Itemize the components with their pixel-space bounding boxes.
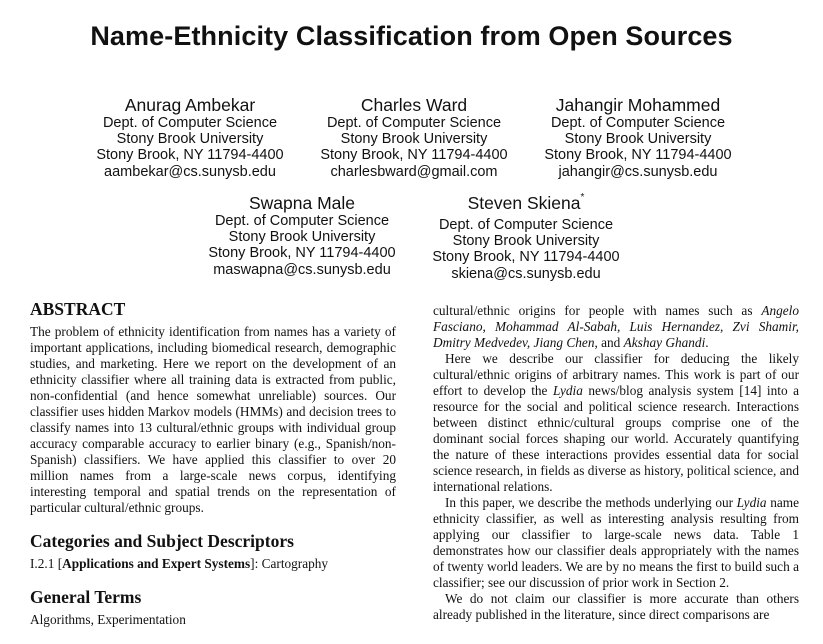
author-email: aambekar@cs.sunysb.edu [104, 163, 276, 180]
categories-code: I.2.1 [ [30, 556, 63, 571]
author-university: Stony Brook University [228, 229, 376, 246]
author-dept: Dept. of Computer Science [214, 213, 390, 229]
text-span: Here we describe our classifier for deducing the likely cultural/ethnic origins of arbitrary names. This work is part of our effort to develop the [433, 351, 799, 398]
footnote-mark: * [580, 192, 585, 203]
author-name: Jahangir Mohammed [555, 95, 721, 115]
intro-paragraph-3 [433, 495, 799, 591]
lydia-term: Lydia [552, 383, 583, 398]
categories-text [30, 556, 396, 572]
author-email: maswapna@cs.sunysb.edu [213, 261, 391, 278]
left-column [30, 298, 396, 628]
intro-paragraph-2 [433, 351, 799, 495]
author-university: Stony Brook University [116, 131, 264, 148]
author-address: Stony Brook, NY 11794-4400 [320, 147, 508, 164]
example-name-last: Akshay Ghandi [623, 335, 706, 350]
text-span: news/blog analysis system [14] into a resource for the social and political science research. Interactions between distinct ethnic/cultural groups comprise one of the dominant social forces shaping our world. Accurately quantifying the nature of these interactions provides essential data for social science research, in fields as diverse as history, political science, and international relations. [433, 383, 800, 494]
categories-heading: Categories and Subject Descriptors [30, 531, 294, 551]
general-terms-heading: General Terms [30, 587, 142, 607]
author-address: Stony Brook, NY 11794-4400 [208, 245, 396, 262]
text-span: , and [594, 335, 624, 350]
author-name: Swapna Male [248, 193, 356, 213]
author-dept: Dept. of Computer Science [438, 217, 614, 233]
example-names: Angelo Fasciano, Mohammad Al-Sabah, Luis Hernandez, Zvi Shamir, Dmitry Medvedev, Jiang Chen [433, 303, 799, 350]
author-dept: Dept. of Computer Science [326, 115, 502, 131]
text-span: cultural/ethnic origins for people with names such as [433, 303, 762, 318]
author-address: Stony Brook, NY 11794-4400 [96, 147, 284, 164]
categories-bold: Applications and Expert Systems [62, 556, 251, 571]
author-block [525, 95, 751, 180]
author-block [189, 193, 415, 278]
intro-paragraph-1 [433, 303, 799, 351]
author-block [413, 193, 639, 282]
author-name: Charles Ward [360, 95, 468, 115]
abstract-text: The problem of ethnicity identification from names has a variety of important applications, including biomedical research, demographic studies, and marketing. Here we report on the development of an ethnicity classifier where all training data is extracted from public, non-confidential (and hence somewhat unreliable) sources. Our classifier uses hidden Markov models (HMMs) and decision trees to classify names into 13 cultural/ethnic groups with individual group accuracy comparable accuracy to earlier binary (e.g., Spanish/non-Spanish) classifiers. We have applied this classifier to over 20 million names from a large-scale news corpus, identifying interesting temporal and spatial trends on the representation of particular cultural/ethnic groups. [30, 324, 396, 515]
author-name-wrapper [413, 193, 639, 217]
general-terms-text: Algorithms, Experimentation [30, 612, 186, 627]
author-dept: Dept. of Computer Science [550, 115, 726, 131]
paper-title: Name-Ethnicity Classification from Open Sources [90, 21, 733, 51]
right-column [433, 303, 799, 623]
author-university: Stony Brook University [564, 131, 712, 148]
intro-paragraph-4: We do not claim our classifier is more accurate than others already published in the literature, since direct comparisons are [433, 591, 799, 622]
lydia-term: Lydia [736, 495, 767, 510]
text-span: . [705, 335, 709, 350]
author-email: jahangir@cs.sunysb.edu [558, 163, 718, 180]
author-block [301, 95, 527, 180]
text-span: In this paper, we describe the methods underlying our [445, 495, 737, 510]
author-email: skiena@cs.sunysb.edu [451, 265, 601, 282]
author-email: charlesbward@gmail.com [330, 163, 498, 180]
author-address: Stony Brook, NY 11794-4400 [544, 147, 732, 164]
author-university: Stony Brook University [340, 131, 488, 148]
author-university: Stony Brook University [452, 233, 600, 250]
author-address: Stony Brook, NY 11794-4400 [432, 249, 620, 266]
author-name: Anurag Ambekar [124, 95, 256, 115]
categories-rest: ]: Cartography [250, 556, 329, 571]
author-name: Steven Skiena [467, 193, 581, 213]
text-span: name ethnicity classifier, as well as interesting analysis resulting from applying our classifier to large-scale news data. Table 1 demonstrates how our classifier deals appropriately with the names of twenty world leaders. We are by no means the first to build such a classifier; see our discussion of prior work in Section 2. [433, 495, 799, 590]
author-dept: Dept. of Computer Science [102, 115, 278, 131]
abstract-heading: ABSTRACT [30, 299, 126, 319]
author-block [77, 95, 303, 180]
